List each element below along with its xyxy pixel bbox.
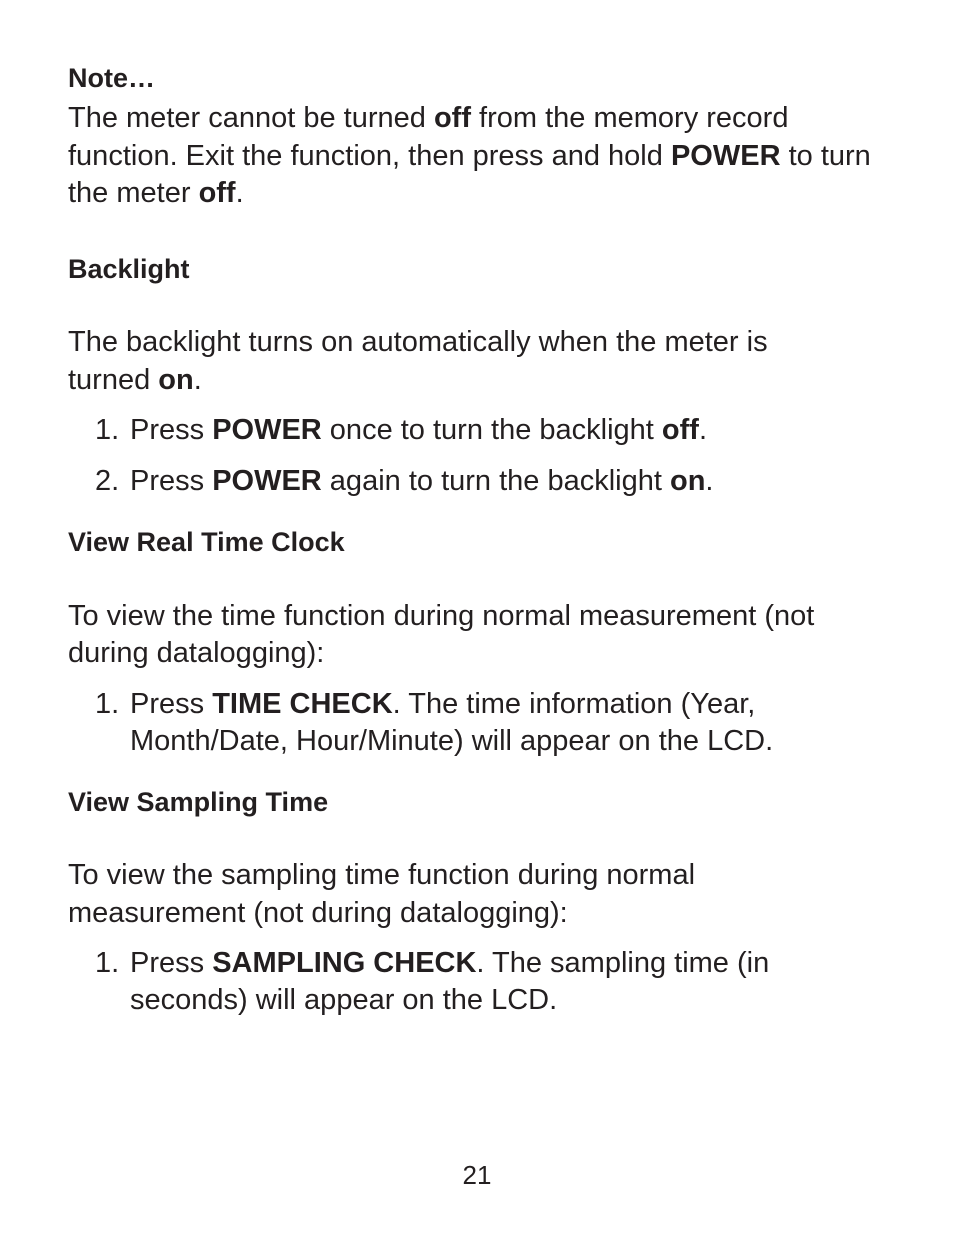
- page-number: 21: [462, 1160, 492, 1190]
- sampling-section: [68, 784, 898, 1020]
- note-text: The meter cannot be turned off from the memory record function. Exit the function, then press and hold POWER to turn the meter off.: [68, 102, 871, 209]
- backlight-steps: [68, 412, 898, 500]
- manual-page: [68, 56, 898, 1033]
- list-item: 1. Press POWER once to turn the backlight off.: [95, 414, 707, 446]
- sampling-intro: To view the sampling time function during normal measurement (not during datalogging):: [68, 859, 696, 929]
- list-item: 1. Press TIME CHECK. The time information (Year, Month/Date, Hour/Minute) will appear on the LCD.: [95, 687, 774, 757]
- list-item: 1. Press SAMPLING CHECK. The sampling time (in seconds) will appear on the LCD.: [95, 947, 770, 1016]
- note-heading: Note…: [68, 63, 155, 93]
- backlight-heading: Backlight: [68, 253, 190, 284]
- list-item: 2. Press POWER again to turn the backlight on.: [95, 465, 714, 497]
- sampling-steps: [68, 945, 898, 1019]
- clock-section: [68, 524, 898, 760]
- backlight-section: [68, 251, 898, 501]
- sampling-heading: View Sampling Time: [68, 786, 329, 817]
- clock-intro: To view the time function during normal measurement (not during datalogging):: [68, 599, 815, 669]
- clock-steps: [68, 686, 898, 760]
- clock-heading: View Real Time Clock: [68, 527, 345, 557]
- note-section: [68, 56, 898, 213]
- backlight-intro: The backlight turns on automatically when the meter is turned on.: [68, 326, 768, 396]
